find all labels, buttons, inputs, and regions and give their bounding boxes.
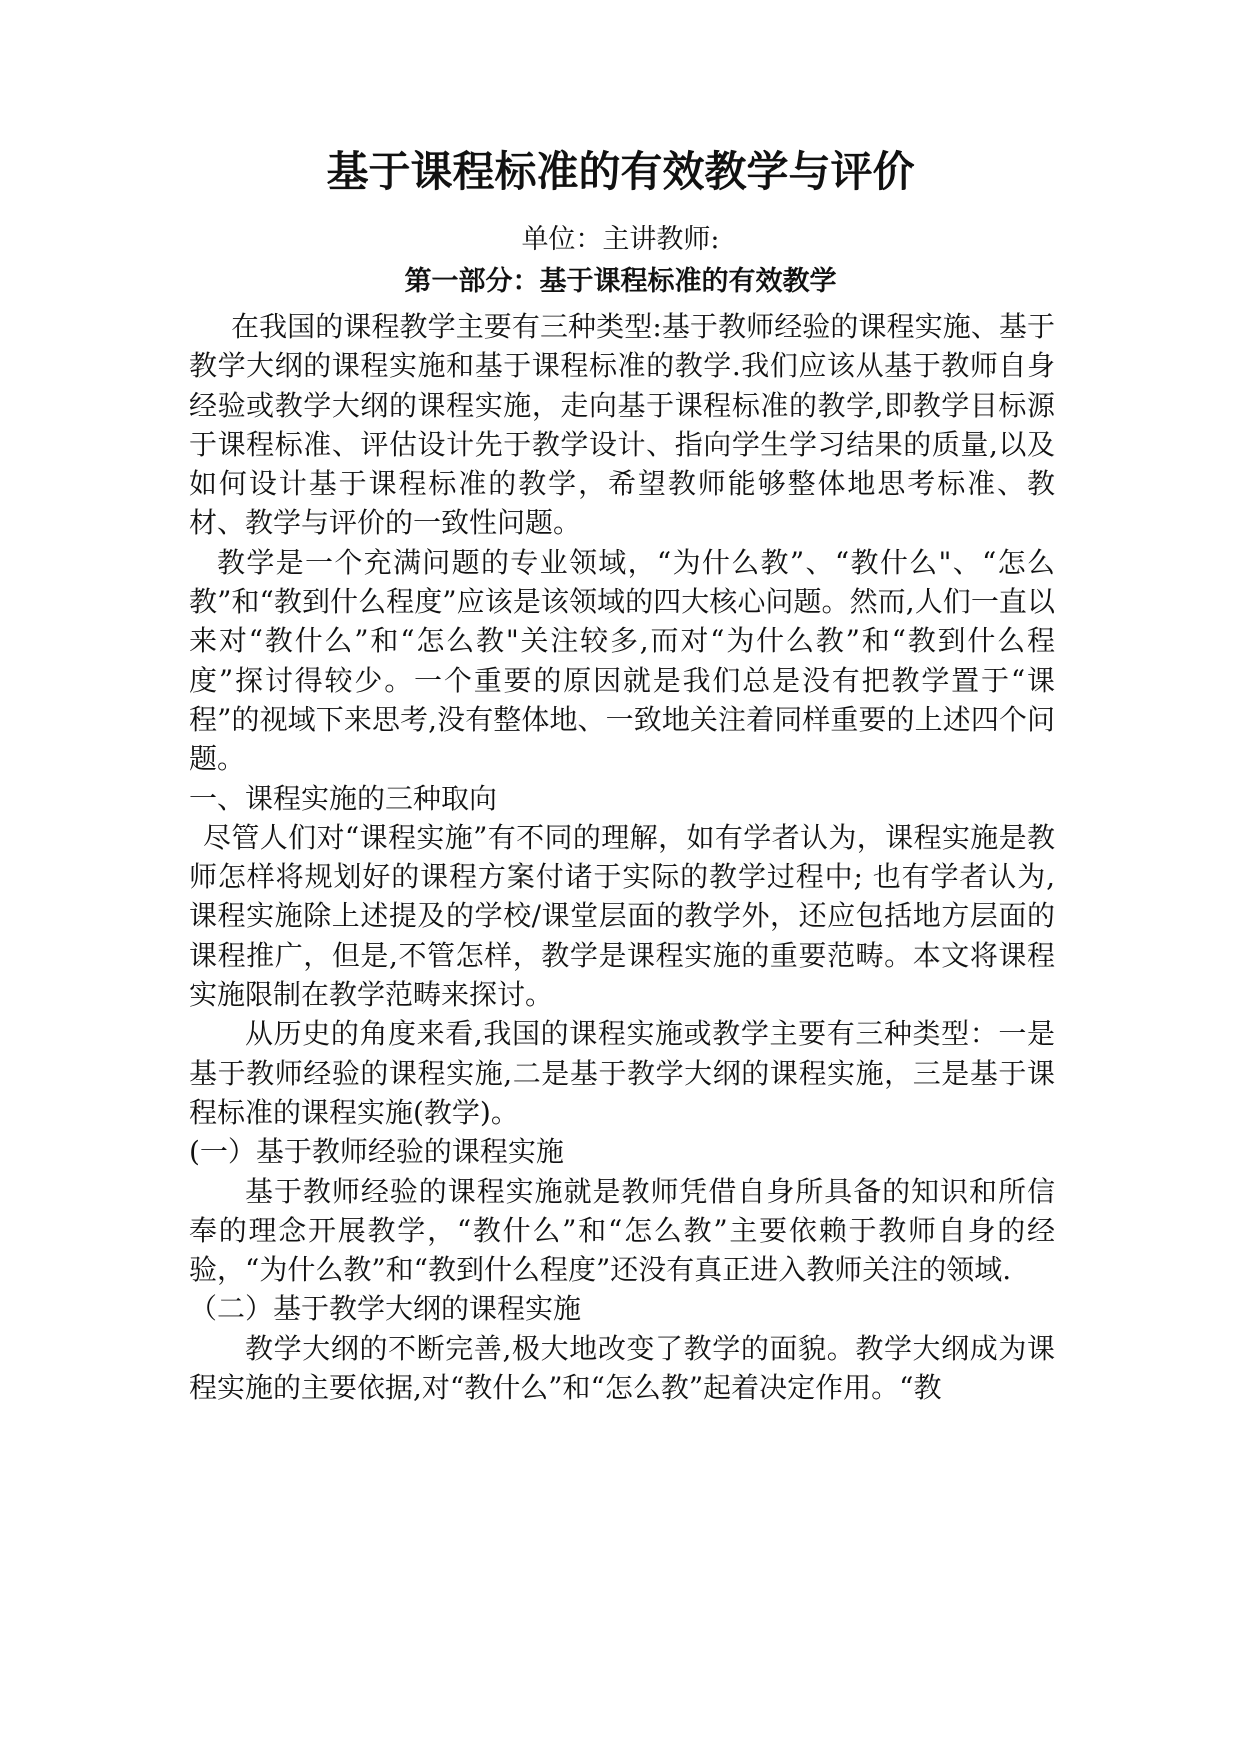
paragraph-syllabus: 教学大纲的不断完善,极大地改变了教学的面貌。教学大纲成为课程实施的主要依据,对“教什么”和“怎么教”起着决定作用。“教 [189,1331,1055,1405]
section-heading-1: 一、课程实施的三种取向 [189,781,498,815]
document-title: 基于课程标准的有效教学与评价 [326,147,915,196]
paragraph-three-types: 从历史的角度来看,我国的课程实施或教学主要有三种类型：一是基于教师经验的课程实施,二是基于教学大纲的课程实施，三是基于课程标准的课程实施(教学)。 [189,1017,1055,1129]
paragraph-teacher-experience: 基于教师经验的课程实施就是教师凭借自身所具备的知识和所信奉的理念开展教学，“教什么”和“怎么教”主要依赖于教师自身的经验，“为什么教”和“教到什么程度”还没有真正进入教师关注的领域. [189,1174,1055,1287]
paragraph-core-questions: 教学是一个充满问题的专业领域，“为什么教”、“教什么"、“怎么教”和“教到什么程度”应该是该领域的四大核心问题。然而,人们一直以来对“教什么”和“怎么教"关注较多,而对“为什么教”和“教到什么程度”探讨得较少。一个重要的原因就是我们总是没有把教学置于“课程”的视域下来思考,没有整体地、一致地关注着同样重要的上述四个问题。 [189,545,1055,776]
subsection-heading-1: (一）基于教师经验的课程实施 [189,1135,564,1169]
paragraph-implementation-definition: 尽管人们对“课程实施”有不同的理解，如有学者认为，课程实施是教师怎样将规划好的课程方案付诸于实际的教学过程中; 也有学者认为,课程实施除上述提及的学校/课堂层面的教学外，还应包括地方层面的课程推广，但是,不管怎样，教学是课程实施的重要范畴。本文将课程实施限制在教学范畴来探讨。 [189,820,1055,1012]
document-body [189,307,1055,1407]
document-subtitle: 单位：主讲教师: [521,224,720,255]
paragraph-intro: 在我国的课程教学主要有三种类型:基于教师经验的课程实施、基于教学大纲的课程实施和基于课程标准的教学.我们应该从基于教师自身经验或教学大纲的课程实施，走向基于课程标准的教学,即教学目标源于课程标准、评估设计先于教学设计、指向学生学习结果的质量,以及如何设计基于课程标准的教学，希望教师能够整体地思考标准、教材、教学与评价的一致性问题。 [189,310,1055,540]
subsection-heading-2: （二）基于教学大纲的课程实施 [189,1292,582,1326]
part-heading: 第一部分：基于课程标准的有效教学 [404,266,837,297]
